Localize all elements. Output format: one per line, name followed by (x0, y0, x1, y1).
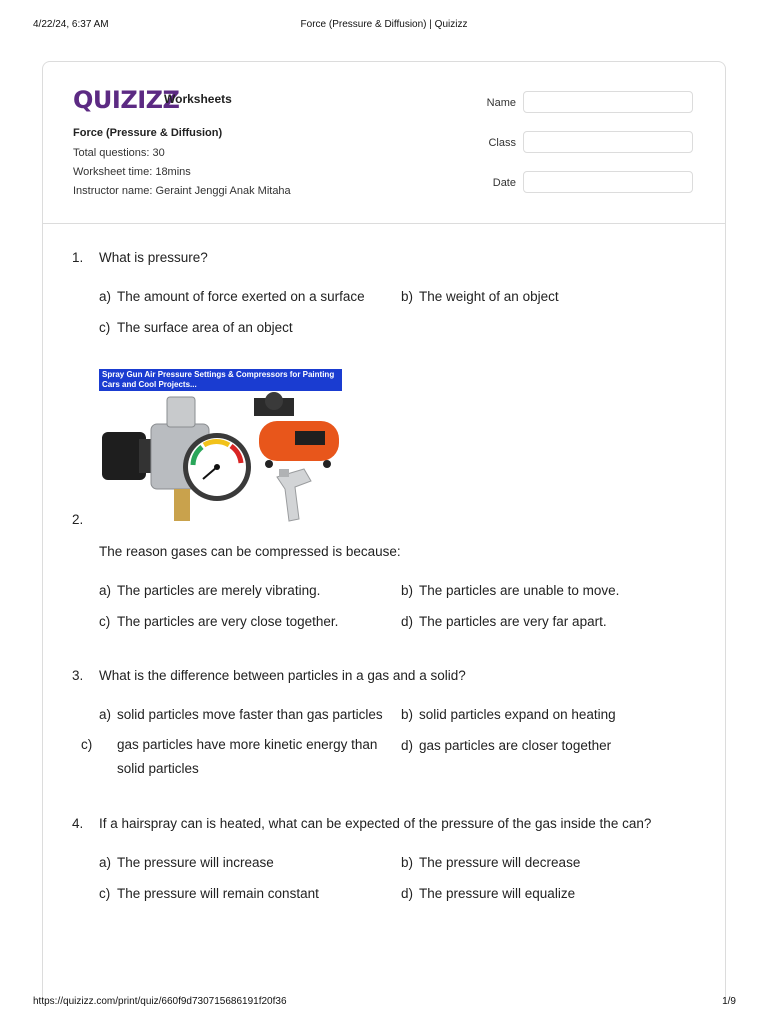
option-d[interactable] (401, 738, 611, 753)
class-field[interactable] (523, 131, 693, 153)
option-text: The particles are very close together. (117, 614, 339, 629)
option-letter: d) (401, 886, 414, 901)
worksheet-header (43, 62, 725, 224)
option-text: The pressure will equalize (419, 886, 576, 901)
option-letter: a) (99, 583, 112, 598)
image-caption: Spray Gun Air Pressure Settings & Compressors for Painting Cars and Cool Projects... (99, 369, 342, 391)
name-field[interactable] (523, 91, 693, 113)
name-label: Name (486, 97, 516, 109)
option-text: The particles are unable to move. (419, 583, 620, 598)
option-text: The particles are merely vibrating. (117, 583, 321, 598)
question-text: If a hairspray can is heated, what can be expected of the pressure of the gas inside the can? (99, 816, 652, 831)
option-letter: b) (401, 289, 414, 304)
worksheet-title: Force (Pressure & Diffusion) (73, 127, 223, 139)
option-letter: a) (99, 855, 112, 870)
option-b[interactable] (401, 289, 559, 304)
print-header (0, 19, 768, 33)
option-letter: c) (99, 320, 111, 335)
option-text: The surface area of an object (117, 320, 293, 335)
option-text: The pressure will decrease (419, 855, 581, 870)
option-text: The amount of force exerted on a surface (117, 289, 365, 304)
class-label: Class (488, 137, 516, 149)
option-letter: c) (99, 886, 111, 901)
option-letter: b) (401, 583, 414, 598)
option-letter: c) (99, 614, 111, 629)
total-questions: Total questions: 30 (73, 147, 165, 159)
option-text: gas particles are closer together (419, 738, 612, 753)
option-a[interactable] (99, 289, 365, 304)
option-b[interactable] (401, 707, 616, 722)
option-c[interactable] (81, 733, 397, 781)
quizizz-logo: QUIZIZZ (73, 86, 180, 114)
question-number: 2. (72, 512, 84, 527)
option-text: The weight of an object (419, 289, 559, 304)
page-number: 1/9 (722, 996, 736, 1007)
option-c[interactable] (99, 320, 293, 335)
instructor-name: Instructor name: Geraint Jenggi Anak Mitaha (73, 185, 291, 197)
option-text: gas particles have more kinetic energy than solid particles (117, 737, 378, 776)
option-d[interactable] (401, 614, 607, 629)
logo-subtitle: Worksheets (164, 92, 232, 106)
option-letter: a) (99, 707, 112, 722)
worksheet-time: Worksheet time: 18mins (73, 166, 191, 178)
option-d[interactable] (401, 886, 575, 901)
option-letter: a) (99, 289, 112, 304)
question-number: 4. (72, 816, 84, 831)
option-letter: b) (401, 707, 414, 722)
question-text: What is the difference between particles in a gas and a solid? (99, 668, 466, 683)
question-2-image (99, 369, 342, 528)
option-a[interactable] (99, 707, 383, 722)
question-number: 3. (72, 668, 84, 683)
option-letter: c) (81, 737, 93, 752)
question-number: 1. (72, 250, 84, 265)
option-letter: d) (401, 614, 414, 629)
print-title: Force (Pressure & Diffusion) | Quizizz (300, 19, 468, 30)
question-text: The reason gases can be compressed is because: (99, 544, 401, 559)
question-text: What is pressure? (99, 250, 208, 265)
air-compressor-illustration (99, 369, 342, 528)
option-text: The particles are very far apart. (419, 614, 607, 629)
option-a[interactable] (99, 855, 274, 870)
option-text: The pressure will remain constant (117, 886, 319, 901)
option-c[interactable] (99, 614, 338, 629)
option-text: solid particles move faster than gas particles (117, 707, 383, 722)
option-a[interactable] (99, 583, 320, 598)
option-letter: d) (401, 738, 414, 753)
print-date: 4/22/24, 6:37 AM (33, 19, 109, 30)
option-b[interactable] (401, 855, 580, 870)
option-text: solid particles expand on heating (419, 707, 616, 722)
option-b[interactable] (401, 583, 619, 598)
option-c[interactable] (99, 886, 319, 901)
date-label: Date (492, 177, 516, 189)
option-text: The pressure will increase (117, 855, 274, 870)
date-field[interactable] (523, 171, 693, 193)
page-url[interactable]: https://quizizz.com/print/quiz/660f9d730715686191f20f36 (33, 996, 287, 1007)
option-letter: b) (401, 855, 414, 870)
